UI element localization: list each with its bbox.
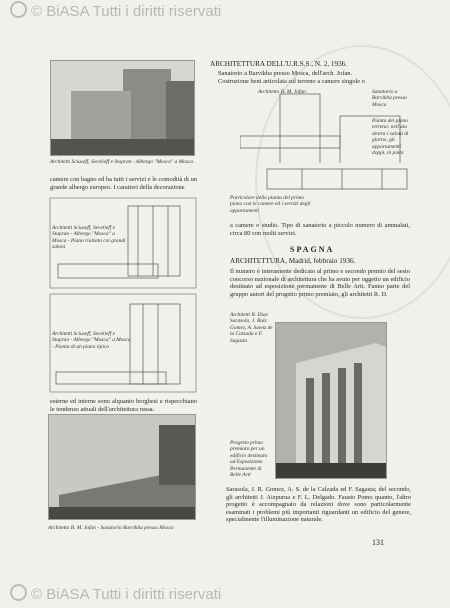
page-number: 131: [372, 538, 384, 547]
caption-sanatorium-photo: Architetto B. M. Jofan - Sanatorio Barvikha presso Mosca: [48, 525, 174, 531]
section-heading-spagna: SPAGNA: [290, 245, 335, 254]
body-text-5: Sarasola, J. R. Gomez, A. S. de la Calzada ed F. Sagasta; del secondo, gli architetti J. Aizpurua e F. L. Delgado. Fausto Pomo quanto, l'altro progetto è accompagnato da relazioni dove sono particolarmente esaminati i problemi più importanti riguardanti un edificio del genere, specialmente l'illuminazione naturale.: [226, 486, 411, 524]
plan-label: Architetto B. M. Jofan: [258, 89, 306, 95]
photo-sanatorium: [48, 414, 196, 520]
caption-architects: Architetti R. Diaz Sarasola, J. Ruiz Gomez, A. Saenz de la Calzada e F. Sagasta: [230, 312, 273, 344]
copyright-icon: [10, 1, 27, 18]
body-text-2: esterne ed interne sono alquanto borghesi e rispecchiano le tendenze attuali dell'architettura russa.: [50, 398, 197, 413]
hotel-building-illustration: [51, 61, 195, 156]
intro-text: Sanatorio a Barvikha presso Mosca, dell'arch. Jofan.: [218, 70, 353, 77]
body-text-4: Il numero è interamente dedicato al primo e secondo premio del sesto concorso nazionale di architettura che ha avuto per oggetto un edificio destinato ad esposizione permanente di Belle Arti. Fanno parte del gruppo autori del progetto primo premiato, gli architetti R. D.: [230, 268, 410, 298]
caption-typical-floor: Architetti Sciuseff, Sevelieff e Stapran - Albergo "Mosca" a Mosca - Pianta di un piano tipico: [52, 331, 131, 350]
caption-ground-plan: Pianta del piano terreno: nell'ala destra i saloni di giorno, gli appartamenti doppi, in piani: [372, 118, 409, 157]
exhibition-building-illustration: [276, 323, 387, 479]
watermark-bottom-text: © BiASA Tutti i diritti riservati: [31, 586, 222, 603]
plan-detail: [262, 163, 412, 195]
caption-sanatorium: Sanatorio a Barvikha presso Mosca: [372, 89, 407, 108]
plan-detail-drawing: [262, 163, 412, 195]
caption-exhibition-project: Progetto primo premiato per un edificio destinato ad Esposizione Permanente di Belle Arti: [230, 440, 268, 479]
body-text-3: a camere o studio. Tipo di sanatorio a piccolo numero di ammalati, circa 80 con molti servizi.: [230, 222, 410, 237]
sanatorium-building-illustration: [49, 415, 196, 520]
body-text-1: camere con bagno ed ha tutti i servizi e le comodità di un grande albergo europeo. I caratteri della decorazione: [50, 176, 197, 191]
watermark-bottom: [0, 584, 450, 606]
caption-hotel-photo: Architetti Sciuseff, Sevelieff e Stapran - Albergo "Mosca" a Mosca: [50, 159, 193, 165]
heading-madrid: ARCHITETTURA, Madrid, febbraio 1936.: [230, 257, 356, 265]
caption-ground-floor: Architetti Sciuseff, Sevelieff e Stapran - Albergo "Mosca" a Mosca - Piano rialzato coi grandi saloni: [52, 225, 126, 251]
photo-hotel-moscow: [50, 60, 195, 156]
watermark-top-text: © BiASA Tutti i diritti riservati: [31, 3, 222, 20]
heading-urss: ARCHITETTURA DELL'U.R.S.S., N. 2, 1936.: [210, 60, 348, 68]
intro-text-2: Costruzione beni articolata sul terreno a camere singole o: [218, 78, 365, 85]
photo-exhibition-building: [275, 322, 387, 479]
caption-detail-plan: Particolare della pianta del primo piano con le camere ed i servizi degli appartamenti: [230, 195, 311, 214]
copyright-icon: [10, 584, 27, 601]
watermark-top: [0, 1, 450, 23]
